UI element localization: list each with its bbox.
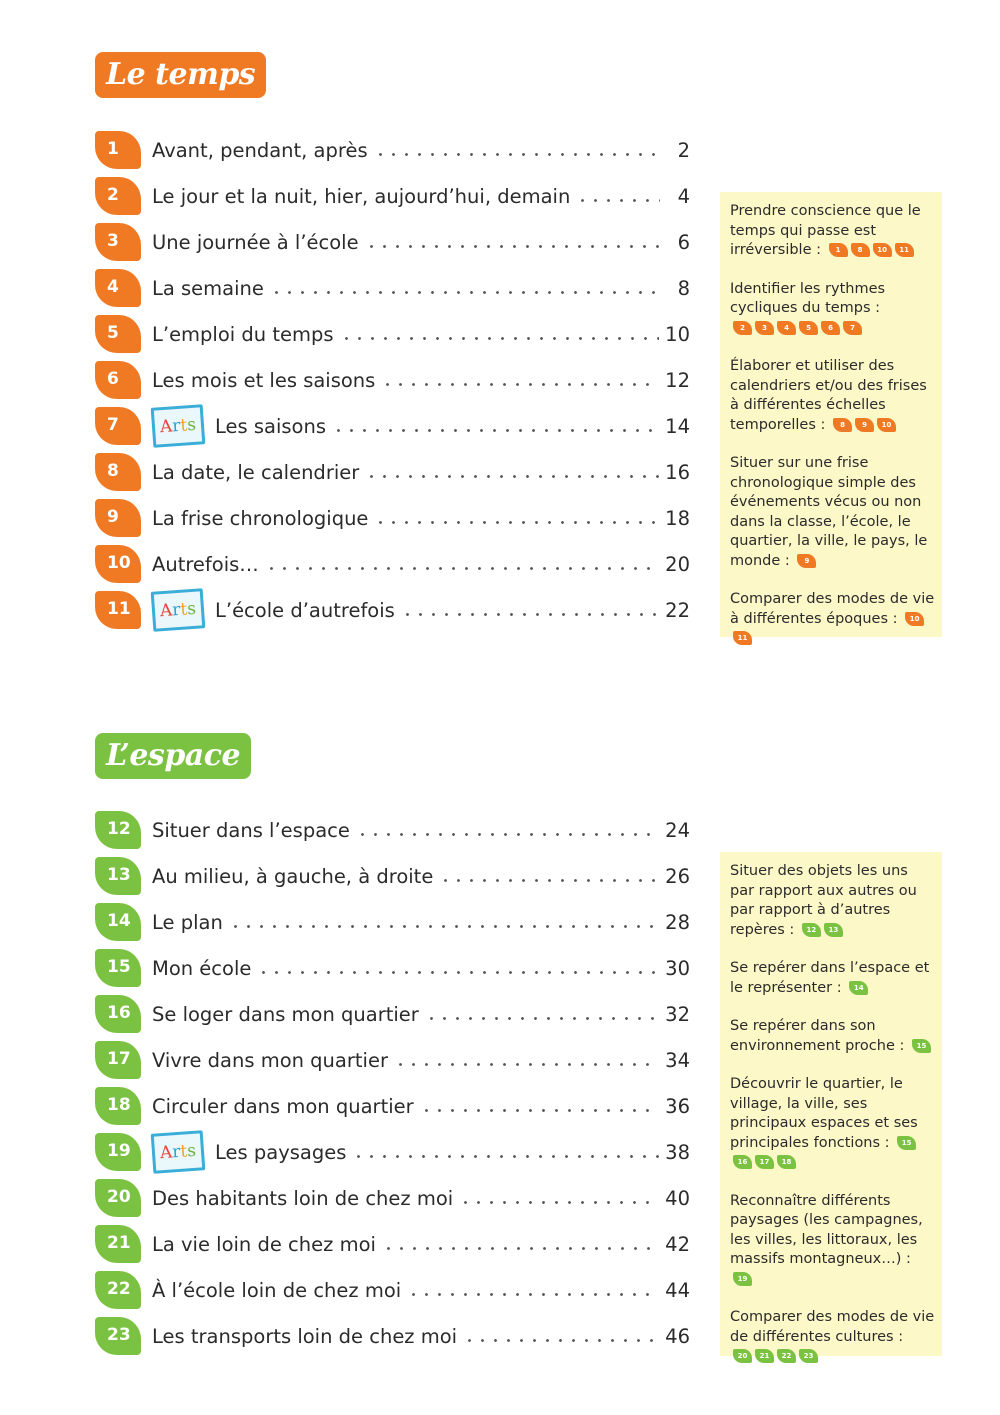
chapter-number-badge: 19 bbox=[95, 1133, 141, 1171]
toc-entry[interactable] bbox=[95, 357, 695, 403]
chapter-title: Les mois et les saisons bbox=[152, 368, 376, 392]
chapter-number-badge: 1 bbox=[95, 131, 141, 169]
chapter-title: Situer dans l’espace bbox=[152, 818, 350, 842]
objective-item: Identifier les rythmes cycliques du temps : 2 3 4 5 6 7 bbox=[730, 280, 936, 339]
dot-leader bbox=[265, 567, 659, 570]
page-number: 42 bbox=[665, 1232, 690, 1256]
dot-leader bbox=[365, 475, 659, 478]
chapter-number-badge: 18 bbox=[95, 1087, 141, 1125]
chapter-title: Les saisons bbox=[215, 414, 327, 438]
chapter-title: L’école d’autrefois bbox=[215, 598, 395, 622]
dot-leader bbox=[439, 879, 659, 882]
toc-entry[interactable] bbox=[95, 449, 695, 495]
toc-entry[interactable] bbox=[95, 1267, 695, 1313]
chapter-title: Au milieu, à gauche, à droite bbox=[152, 864, 434, 888]
toc-entry[interactable] bbox=[95, 1313, 695, 1359]
chapter-title: Des habitants loin de chez moi bbox=[152, 1186, 454, 1210]
chapter-title: Avant, pendant, après bbox=[152, 138, 368, 162]
toc-entry[interactable] bbox=[95, 1175, 695, 1221]
dot-leader bbox=[374, 521, 659, 524]
page-number: 46 bbox=[665, 1324, 690, 1348]
chapter-number-badge: 22 bbox=[95, 1271, 141, 1309]
chapter-title: À l’école loin de chez moi bbox=[152, 1278, 402, 1302]
toc-entry[interactable] bbox=[95, 1129, 695, 1175]
dot-leader bbox=[381, 383, 659, 386]
chapter-ref-badge: 22 bbox=[777, 1349, 796, 1363]
toc-entry[interactable] bbox=[95, 945, 695, 991]
dot-leader bbox=[459, 1201, 659, 1204]
chapter-number-badge: 2 bbox=[95, 177, 141, 215]
toc-entry[interactable] bbox=[95, 173, 695, 219]
objective-item: Situer des objets les uns par rapport aux autres ou par rapport à d’autres repères : 12 13 bbox=[730, 863, 917, 938]
toc-entry[interactable] bbox=[95, 899, 695, 945]
dot-leader bbox=[332, 429, 659, 432]
chapter-ref-badge: 10 bbox=[873, 243, 892, 257]
chapter-title: L’emploi du temps bbox=[152, 322, 334, 346]
chapter-title: Le plan bbox=[152, 910, 223, 934]
dot-leader bbox=[270, 291, 660, 294]
chapter-number-badge: 23 bbox=[95, 1317, 141, 1355]
chapter-number-badge: 10 bbox=[95, 545, 141, 583]
page-number: 36 bbox=[665, 1094, 690, 1118]
page-number: 18 bbox=[665, 506, 690, 530]
chapter-number-badge: 9 bbox=[95, 499, 141, 537]
chapter-ref-badge: 4 bbox=[777, 321, 796, 335]
chapter-number-badge: 11 bbox=[95, 591, 141, 629]
page-number: 6 bbox=[677, 230, 690, 254]
chapter-number-badge: 16 bbox=[95, 995, 141, 1033]
toc-entry[interactable] bbox=[95, 403, 695, 449]
chapter-ref-badge: 7 bbox=[843, 321, 862, 335]
chapter-ref-badge: 13 bbox=[824, 923, 843, 937]
chapter-number-badge: 6 bbox=[95, 361, 141, 399]
objective-item: Se repérer dans son environnement proche : 15 bbox=[730, 1017, 936, 1056]
arts-badge-icon: Arts bbox=[151, 1130, 206, 1174]
chapter-number-badge: 4 bbox=[95, 269, 141, 307]
chapter-ref-badge: 5 bbox=[799, 321, 818, 335]
chapter-title: La frise chronologique bbox=[152, 506, 369, 530]
page-number: 30 bbox=[665, 956, 690, 980]
chapter-number-badge: 12 bbox=[95, 811, 141, 849]
chapter-ref-badge: 10 bbox=[905, 612, 924, 626]
chapter-ref-badge: 12 bbox=[802, 923, 821, 937]
toc-entry[interactable] bbox=[95, 495, 695, 541]
toc-entry[interactable] bbox=[95, 587, 695, 633]
chapter-title: Autrefois… bbox=[152, 552, 259, 576]
toc-entry[interactable] bbox=[95, 807, 695, 853]
toc-entry[interactable] bbox=[95, 127, 695, 173]
chapter-number-badge: 3 bbox=[95, 223, 141, 261]
chapter-ref-badge: 14 bbox=[849, 981, 868, 995]
section-title-temps: Le temps bbox=[95, 52, 266, 98]
chapter-title: La semaine bbox=[152, 276, 264, 300]
chapter-title: Le jour et la nuit, hier, aujourd’hui, demain bbox=[152, 184, 571, 208]
chapter-ref-badge: 18 bbox=[777, 1155, 796, 1169]
chapter-number-badge: 21 bbox=[95, 1225, 141, 1263]
chapter-ref-badge: 11 bbox=[733, 631, 752, 645]
toc-entry[interactable] bbox=[95, 311, 695, 357]
dot-leader bbox=[352, 1155, 659, 1158]
dot-leader bbox=[356, 833, 659, 836]
page-number: 38 bbox=[665, 1140, 690, 1164]
page-number: 14 bbox=[665, 414, 690, 438]
page-number: 16 bbox=[665, 460, 690, 484]
chapter-ref-badge: 10 bbox=[877, 418, 896, 432]
dot-leader bbox=[401, 613, 659, 616]
page-number: 34 bbox=[665, 1048, 690, 1072]
chapter-title: Vivre dans mon quartier bbox=[152, 1048, 388, 1072]
objective-item: Reconnaître différents paysages (les campagnes, les villes, les littoraux, les massifs montagneux…) : 19 bbox=[730, 1192, 936, 1290]
dot-leader bbox=[407, 1293, 659, 1296]
toc-entry[interactable] bbox=[95, 265, 695, 311]
chapter-title: La date, le calendrier bbox=[152, 460, 360, 484]
dot-leader bbox=[576, 199, 660, 202]
chapter-ref-badge: 6 bbox=[821, 321, 840, 335]
chapter-ref-badge: 8 bbox=[833, 418, 852, 432]
chapter-number-badge: 20 bbox=[95, 1179, 141, 1217]
dot-leader bbox=[394, 1063, 659, 1066]
dot-leader bbox=[229, 925, 659, 928]
page-number: 4 bbox=[677, 184, 690, 208]
chapter-number-badge: 5 bbox=[95, 315, 141, 353]
page-number: 20 bbox=[665, 552, 690, 576]
chapter-title: La vie loin de chez moi bbox=[152, 1232, 376, 1256]
chapter-ref-badge: 11 bbox=[895, 243, 914, 257]
chapter-ref-badge: 3 bbox=[755, 321, 774, 335]
objectives-box-temps bbox=[720, 192, 942, 642]
chapter-ref-badge: 17 bbox=[755, 1155, 774, 1169]
chapter-ref-badge: 9 bbox=[855, 418, 874, 432]
objective-item: Situer sur une frise chronologique simple des événements vécus ou non dans la classe, l’école, le quartier, la ville, le pays, le monde : 9 bbox=[730, 455, 928, 569]
toc-entry[interactable] bbox=[95, 219, 695, 265]
page-number: 24 bbox=[665, 818, 690, 842]
dot-leader bbox=[382, 1247, 659, 1250]
chapter-ref-badge: 20 bbox=[733, 1349, 752, 1363]
chapter-title: Les paysages bbox=[215, 1140, 347, 1164]
page-number: 2 bbox=[677, 138, 690, 162]
chapter-number-badge: 15 bbox=[95, 949, 141, 987]
objective-item: Élaborer et utiliser des calendriers et/ou des frises à différentes échelles temporelles : 8 9 10 bbox=[730, 358, 927, 433]
arts-badge-icon: Arts bbox=[151, 588, 206, 632]
toc-entry[interactable] bbox=[95, 1083, 695, 1129]
dot-leader bbox=[425, 1017, 659, 1020]
page-number: 22 bbox=[665, 598, 690, 622]
objective-item: Se repérer dans l’espace et le représenter : 14 bbox=[730, 960, 930, 996]
chapter-ref-badge: 21 bbox=[755, 1349, 774, 1363]
chapter-title: Une journée à l’école bbox=[152, 230, 359, 254]
dot-leader bbox=[365, 245, 660, 248]
page-number: 28 bbox=[665, 910, 690, 934]
toc-entry[interactable] bbox=[95, 853, 695, 899]
page-number: 12 bbox=[665, 368, 690, 392]
chapter-title: Les transports loin de chez moi bbox=[152, 1324, 458, 1348]
chapter-number-badge: 13 bbox=[95, 857, 141, 895]
chapter-ref-badge: 19 bbox=[733, 1272, 752, 1286]
page-number: 26 bbox=[665, 864, 690, 888]
dot-leader bbox=[420, 1109, 660, 1112]
page-number: 32 bbox=[665, 1002, 690, 1026]
chapter-number-badge: 7 bbox=[95, 407, 141, 445]
chapter-ref-badge: 23 bbox=[799, 1349, 818, 1363]
chapter-ref-badge: 15 bbox=[897, 1136, 916, 1150]
toc-entry[interactable] bbox=[95, 541, 695, 587]
chapter-ref-badge: 2 bbox=[733, 321, 752, 335]
objective-item: Découvrir le quartier, le village, la ville, ses principaux espaces et ses principales fonctions : 1516 17 18 bbox=[730, 1075, 936, 1173]
chapter-number-badge: 14 bbox=[95, 903, 141, 941]
toc-list-espace bbox=[95, 807, 695, 1359]
toc-entry[interactable] bbox=[95, 991, 695, 1037]
chapter-title: Mon école bbox=[152, 956, 252, 980]
page-number: 8 bbox=[677, 276, 690, 300]
objective-item: Comparer des modes de vie de différentes cultures : 20 21 22 23 bbox=[730, 1308, 936, 1367]
dot-leader bbox=[374, 153, 660, 156]
chapter-ref-badge: 15 bbox=[912, 1039, 931, 1053]
chapter-title: Se loger dans mon quartier bbox=[152, 1002, 419, 1026]
section-title-espace: L’espace bbox=[95, 733, 251, 779]
arts-badge-icon: Arts bbox=[151, 404, 206, 448]
objective-item: Prendre conscience que le temps qui passe est irréversible : 1 8 10 11 bbox=[730, 203, 921, 258]
chapter-ref-badge: 16 bbox=[733, 1155, 752, 1169]
toc-list-temps bbox=[95, 127, 695, 633]
chapter-number-badge: 8 bbox=[95, 453, 141, 491]
chapter-ref-badge: 9 bbox=[797, 554, 816, 568]
dot-leader bbox=[463, 1339, 659, 1342]
objectives-box-espace bbox=[720, 852, 942, 1360]
objective-item: Comparer des modes de vie à différentes époques : 1011 bbox=[730, 590, 936, 649]
page-number: 10 bbox=[665, 322, 690, 346]
chapter-title: Circuler dans mon quartier bbox=[152, 1094, 414, 1118]
toc-entry[interactable] bbox=[95, 1037, 695, 1083]
page-number: 44 bbox=[665, 1278, 690, 1302]
page-number: 40 bbox=[665, 1186, 690, 1210]
chapter-number-badge: 17 bbox=[95, 1041, 141, 1079]
chapter-ref-badge: 1 bbox=[829, 243, 848, 257]
chapter-ref-badge: 8 bbox=[851, 243, 870, 257]
dot-leader bbox=[257, 971, 659, 974]
toc-entry[interactable] bbox=[95, 1221, 695, 1267]
dot-leader bbox=[340, 337, 660, 340]
